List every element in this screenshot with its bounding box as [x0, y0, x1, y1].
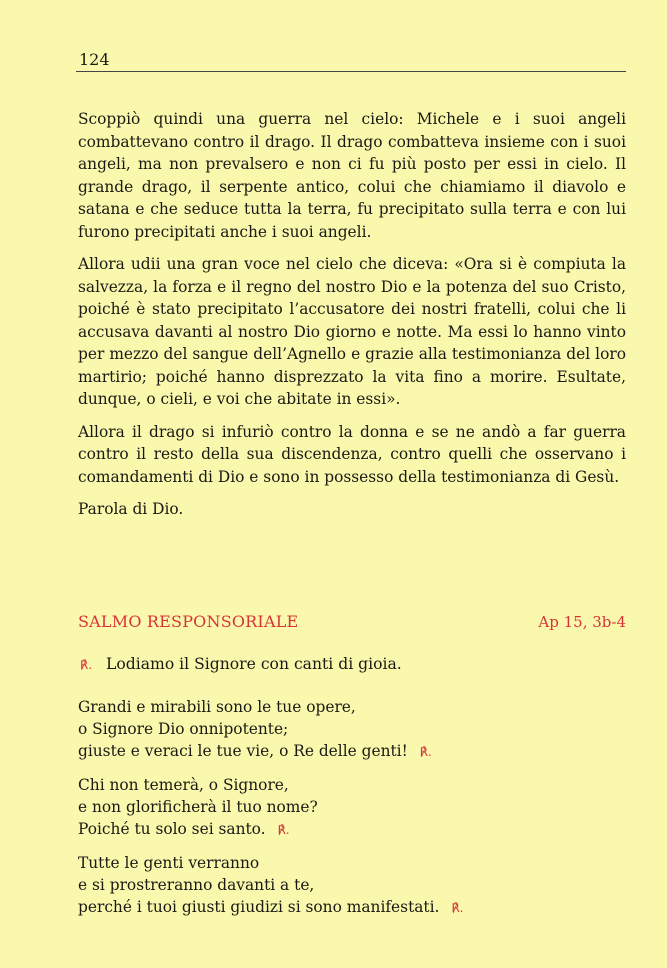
reading-paragraph-3: Allora il drago si infuriò contro la donna e se ne andò a far guerra contro il resto della sua discendenza, contro quelli che osservano i comandamenti di Dio e sono in possesso della testimonianza di Gesù. [78, 422, 626, 486]
stanza-line: giuste e veraci le tue vie, o Re delle genti! ℟. [78, 742, 432, 760]
psalm-reference: Ap 15, 3b-4 [538, 613, 626, 631]
page-number: 124 [79, 50, 110, 69]
reading-paragraph-2: Allora udii una gran voce nel cielo che diceva: «Ora si è compiuta la salvezza, la forza e il regno del nostro Dio e la potenza del suo Cristo, poiché è stato precipitato l’accusatore dei nostri fratelli, colui che li accusava davanti al nostro Dio giorno e notte. Ma essi lo hanno vinto per mezzo del sangue dell’Agnello e grazie alla testimonianza del loro martirio; poiché hanno disprezzato la vita fino a morire. Esultate, dunque, o cieli, e voi che abitate in essi». [78, 255, 626, 408]
psalm-response [78, 655, 402, 673]
stanza-line: e si prostreranno davanti a te, [78, 876, 315, 894]
stanza-2 [78, 774, 626, 841]
stanza-line: e non glorificherà il tuo nome? [78, 798, 318, 816]
stanza-line: Tutte le genti verranno [78, 854, 260, 872]
reading-body [78, 108, 626, 531]
stanza-line: Chi non temerà, o Signore, [78, 776, 289, 794]
response-symbol: ℟. [451, 901, 464, 915]
stanza-1 [78, 696, 626, 763]
response-text: Lodiamo il Signore con canti di gioia. [106, 655, 402, 673]
reading-conclusion: Parola di Dio. [78, 500, 184, 518]
header-rule [76, 71, 626, 72]
stanza-3 [78, 852, 626, 919]
psalm-stanzas [78, 696, 626, 930]
response-symbol: ℟. [277, 823, 290, 837]
stanza-line: Poiché tu solo sei santo. ℟. [78, 820, 290, 838]
stanza-line: perché i tuoi giusti giudizi si sono manifestati. ℟. [78, 898, 464, 916]
reading-paragraph-1: Scoppiò quindi una guerra nel cielo: Michele e i suoi angeli combattevano contro il drago. Il drago combatteva insieme con i suoi angeli, ma non prevalsero e non ci fu più posto per essi in cielo. Il grande drago, il serpente antico, colui che chiamiamo il diavolo e satana e che seduce tutta la terra, fu precipitato sulla terra e con lui furono precipitati anche i suoi angeli. [78, 110, 626, 241]
stanza-line: o Signore Dio onnipotente; [78, 720, 289, 738]
psalm-title: SALMO RESPONSORIALE [78, 612, 299, 631]
stanza-line: Grandi e mirabili sono le tue opere, [78, 698, 356, 716]
response-symbol: ℟. [80, 658, 93, 672]
response-symbol: ℟. [419, 745, 432, 759]
